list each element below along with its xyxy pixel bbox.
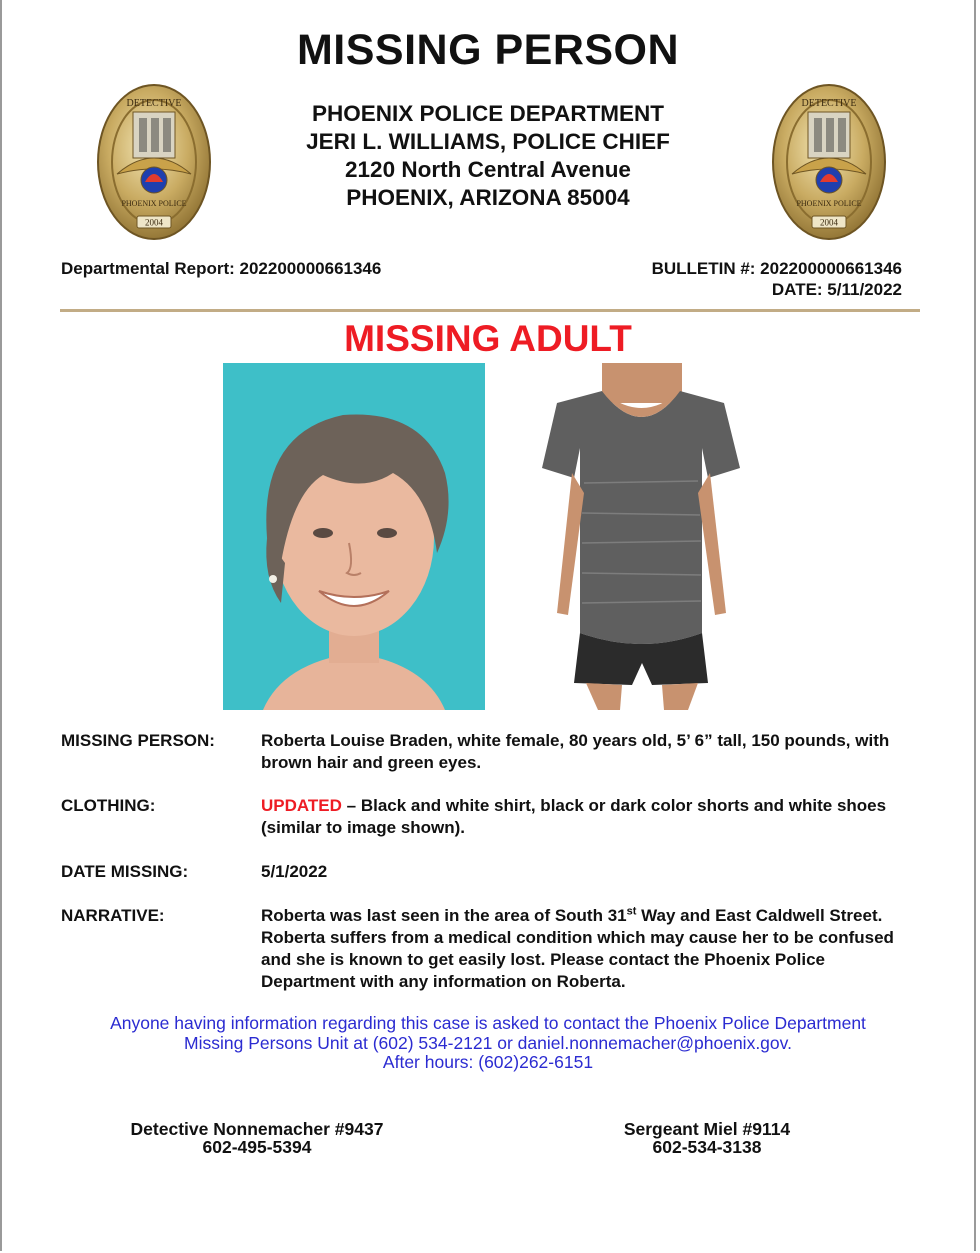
contact-notice <box>42 1014 934 1073</box>
missing-person-value: Roberta Louise Braden, white female, 80 years old, 5’ 6” tall, 150 pounds, with brown hair and green eyes. <box>261 731 890 772</box>
portrait-image <box>223 363 485 710</box>
badge-bottom-label: PHOENIX POLICE <box>796 199 862 208</box>
updated-tag: UPDATED <box>261 796 342 815</box>
narrative-ordinal: st <box>626 905 637 918</box>
detective-phone: 602-495-5394 <box>202 1137 312 1157</box>
narrative-text-start: Roberta was last seen in the area of South 31 <box>261 906 627 925</box>
date-missing-label: DATE MISSING: <box>61 862 189 881</box>
badge-year-label: 2004 <box>820 217 838 228</box>
missing-person-row <box>61 730 902 774</box>
clothing-description: – Black and white shirt, black or dark color shorts and white shoes (similar to image shown). <box>261 796 887 837</box>
badge-year-label: 2004 <box>145 217 163 228</box>
clothing-photo <box>502 363 760 710</box>
contact-line-2: Missing Persons Unit at (602) 534-2121 or daniel.nonnemacher@phoenix.gov. <box>184 1032 792 1053</box>
missing-person-label: MISSING PERSON: <box>61 731 215 750</box>
badge-bottom-label: PHOENIX POLICE <box>121 199 187 208</box>
narrative-text-rest: Way and East Caldwell Street. Roberta suffers from a medical condition which may cause her to be confused and she is known to get easily lost. Please contact the Phoenix Police Department with any information on Roberta. <box>261 906 894 991</box>
contact-line-3: After hours: (602)262-6151 <box>382 1052 594 1072</box>
detective-signature <box>102 1120 412 1156</box>
narrative-value <box>261 905 902 993</box>
date-missing-value: 5/1/2022 <box>261 862 328 881</box>
sergeant-name: Sergeant Miel #9114 <box>623 1119 791 1139</box>
sergeant-signature <box>582 1120 832 1156</box>
bulletin-number: BULLETIN #: 202200000661346 <box>651 259 902 278</box>
sergeant-phone: 602-534-3138 <box>652 1137 762 1157</box>
detective-badge-icon <box>770 82 888 242</box>
badge-top-label: DETECTIVE <box>126 98 182 109</box>
divider <box>60 309 920 312</box>
clothing-label: CLOTHING: <box>61 796 156 815</box>
departmental-report: Departmental Report: 202200000661346 <box>61 259 382 278</box>
detective-name: Detective Nonnemacher #9437 <box>130 1119 384 1139</box>
bulletin-date: DATE: 5/11/2022 <box>771 280 902 299</box>
police-chief: JERI L. WILLIAMS, POLICE CHIEF <box>306 129 670 154</box>
street-address: 2120 North Central Avenue <box>345 157 631 182</box>
department-name: PHOENIX POLICE DEPARTMENT <box>311 101 665 126</box>
narrative-label: NARRATIVE: <box>61 906 165 925</box>
date-missing-row <box>61 861 902 883</box>
contact-line-1: Anyone having information regarding this case is asked to contact the Phoenix Police Department <box>110 1013 866 1033</box>
missing-adult-heading: MISSING ADULT <box>344 318 632 359</box>
city-state-zip: PHOENIX, ARIZONA 85004 <box>346 185 630 210</box>
missing-person-photo <box>223 363 485 710</box>
clothing-image <box>502 363 760 710</box>
clothing-value <box>261 795 902 839</box>
badge-top-label: DETECTIVE <box>801 98 857 109</box>
narrative-row <box>61 905 902 993</box>
clothing-row <box>61 795 902 839</box>
page-title: MISSING PERSON <box>296 26 680 74</box>
bulletin-info <box>652 258 902 300</box>
